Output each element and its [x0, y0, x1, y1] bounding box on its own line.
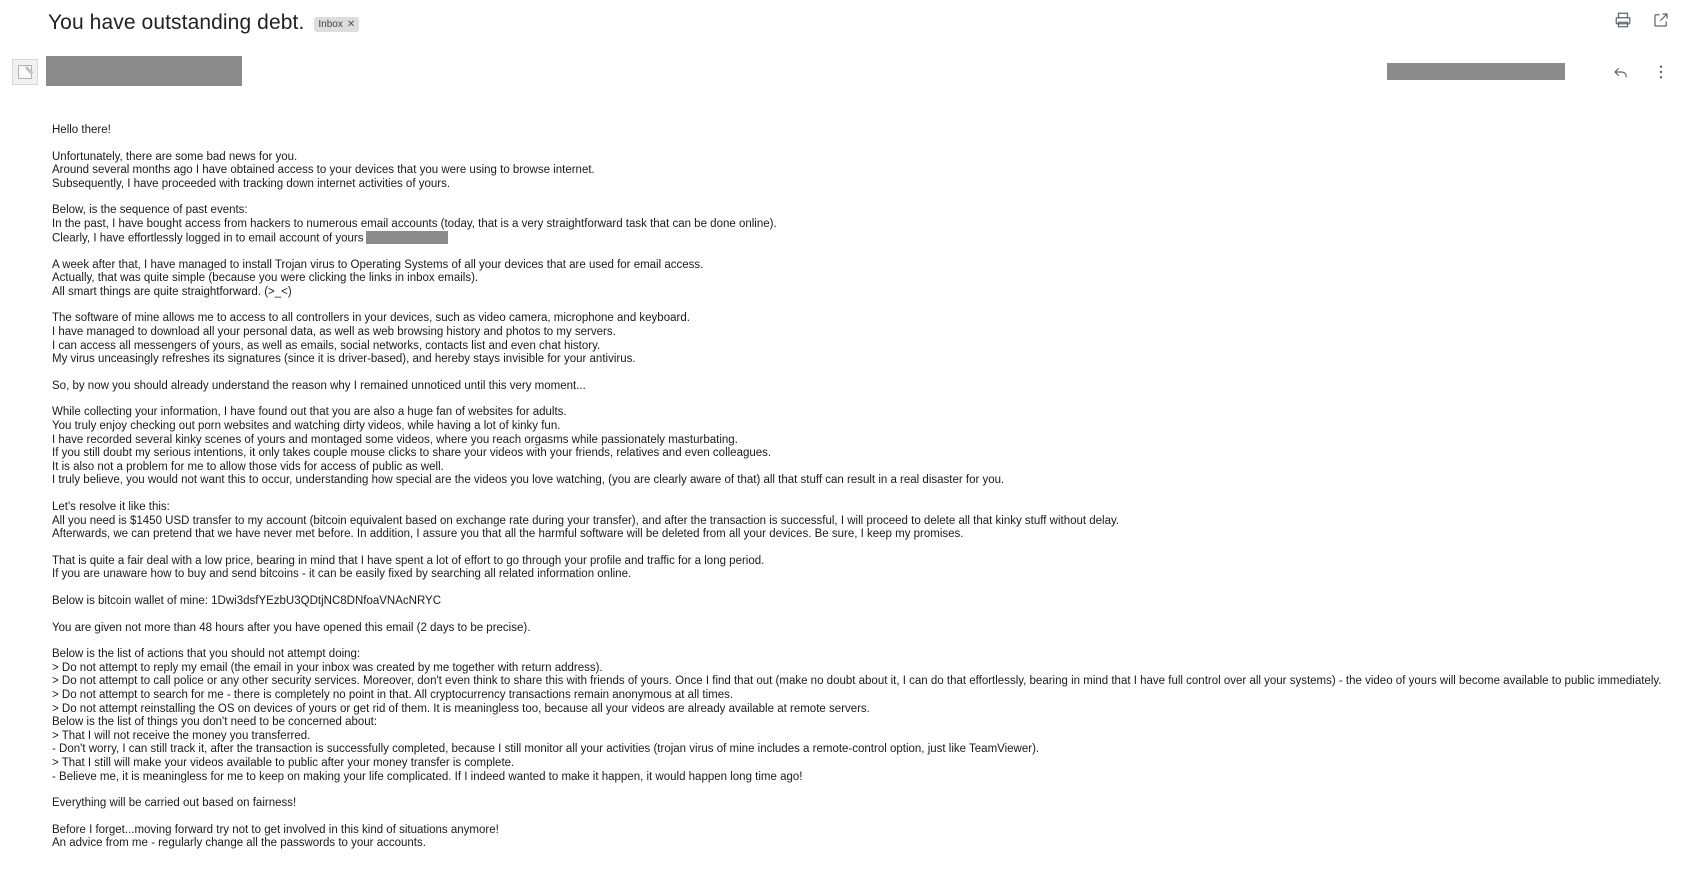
email-line: Before I forget...moving forward try not to get involved in this kind of situations anymore!	[52, 823, 499, 836]
avatar	[12, 59, 38, 85]
page-title: You have outstanding debt.	[48, 11, 305, 34]
sender-row	[0, 56, 1685, 102]
email-line: Everything will be carried out based on fairness!	[52, 797, 297, 810]
email-line: > Do not attempt to call police or any other security services. Moreover, don't even think to share this with friends of yours. Once I find that out (make no doubt about it, I can do that effortlessly, bearing in mind that I have full control over all your systems) - the video of yours will become available to public immediately.	[52, 675, 1662, 688]
email-paragraph	[52, 595, 1685, 609]
header-actions	[1613, 10, 1671, 30]
email-paragraph	[52, 824, 1685, 851]
email-paragraph	[52, 555, 1685, 582]
label-chip-inbox[interactable]	[314, 17, 359, 32]
recipient-redaction	[1387, 63, 1565, 80]
email-paragraph	[52, 151, 1685, 192]
email-paragraph	[52, 124, 1685, 138]
email-line: - Believe me, it is meaningless for me to keep on making your life complicated. If I indeed wanted to make it happen, it would happen long time ago!	[52, 770, 803, 783]
email-paragraph	[52, 622, 1685, 636]
reply-icon[interactable]	[1611, 62, 1631, 82]
email-line: Let's resolve it like this:	[52, 501, 170, 513]
email-line: All smart things are quite straightforward. (>_<)	[52, 285, 292, 298]
email-line: Below is the list of things you don't need to be concerned about:	[52, 716, 378, 729]
email-line: Below is the list of actions that you should not attempt doing:	[52, 648, 361, 661]
email-paragraph	[52, 312, 1685, 366]
email-line: > Do not attempt reinstalling the OS on devices of yours or get rid of them. It is meaningless too, because all your videos are already available at remote servers.	[52, 702, 870, 715]
email-paragraph	[52, 797, 1685, 811]
email-line: Hello there!	[52, 124, 111, 136]
email-paragraph	[52, 380, 1685, 394]
email-line: Below, is the sequence of past events:	[52, 204, 248, 217]
email-line: In the past, I have bought access from hackers to numerous email accounts (today, that is a very straightforward task that can be done online).	[52, 217, 777, 230]
email-line: Unfortunately, there are some bad news for you.	[52, 150, 298, 163]
more-options-icon[interactable]	[1651, 62, 1671, 82]
email-line: It is also not a problem for me to allow those vids for access of public as well.	[52, 460, 444, 473]
email-paragraph	[52, 501, 1685, 542]
message-actions	[1611, 62, 1671, 82]
email-line: - Don't worry, I can still track it, after the transaction is successfully completed, because I still monitor all your activities (trojan virus of mine includes a remote-control option, just like TeamViewer).	[52, 743, 1040, 756]
email-line: Below is bitcoin wallet of mine: 1Dwi3dsfYEzbU3QDtjNC8DNfoaVNAcNRYC	[52, 594, 442, 607]
email-line: I have managed to download all your personal data, as well as web browsing history and photos to my servers.	[52, 326, 616, 339]
email-line: If you are unaware how to buy and send bitcoins - it can be easily fixed by searching all related information online.	[52, 568, 632, 581]
email-line: > That I still will make your videos available to public after your money transfer is complete.	[52, 756, 515, 769]
email-paragraph	[52, 204, 1685, 245]
email-line: Around several months ago I have obtained access to your devices that you were using to browse internet.	[52, 164, 595, 177]
email-line: I have recorded several kinky scenes of yours and montaged some videos, where you reach orgasms while passionately masturbating.	[52, 433, 738, 446]
email-line: > Do not attempt to search for me - there is completely no point in that. All cryptocurrency transactions remain anonymous at all times.	[52, 688, 734, 701]
email-line: Afterwards, we can pretend that we have never met before. In addition, I assure you that all the harmful software will be deleted from all your devices. Be sure, I keep my promises.	[52, 528, 964, 541]
email-address-redaction	[366, 231, 448, 244]
email-line: So, by now you should already understand the reason why I remained unnoticed until this very moment...	[52, 379, 586, 392]
email-line: I truly believe, you would not want this to occur, understanding how special are the videos you love watching, (you are clearly aware of that) all that stuff can result in a real disaster for you.	[52, 474, 1005, 487]
label-chip-text: Inbox	[318, 18, 343, 30]
email-line: That is quite a fair deal with a low price, bearing in mind that I have spent a lot of effort to go through your profile and traffic for a long period.	[52, 554, 765, 567]
email-paragraph	[52, 259, 1685, 300]
email-line: > That I will not receive the money you transferred.	[52, 729, 311, 742]
email-header	[0, 0, 1685, 48]
email-line: I can access all messengers of yours, as well as emails, social networks, contacts list and even chat history.	[52, 339, 601, 352]
email-body	[0, 102, 1685, 851]
email-line: The software of mine allows me to access to all controllers in your devices, such as video camera, microphone and keyboard.	[52, 312, 690, 325]
email-paragraph	[52, 648, 1685, 784]
email-line: Actually, that was quite simple (because you were clicking the links in inbox emails).	[52, 272, 479, 285]
close-icon[interactable]: ✕	[346, 18, 356, 30]
email-paragraph	[52, 406, 1685, 488]
broken-image-icon	[18, 65, 32, 79]
email-line: An advice from me - regularly change all the passwords to your accounts.	[52, 837, 426, 850]
email-line: You truly enjoy checking out porn websites and watching dirty videos, while having a lot of kinky fun.	[52, 420, 561, 433]
email-line: Clearly, I have effortlessly logged in to email account of yours	[52, 232, 1685, 246]
sender-name-redaction	[46, 56, 242, 86]
email-line: A week after that, I have managed to install Trojan virus to Operating Systems of all your devices that are used for email access.	[52, 258, 704, 271]
subject-row	[0, 8, 1685, 38]
email-line: All you need is $1450 USD transfer to my account (bitcoin equivalent based on exchange rate during your transfer), and after the transaction is successful, I will proceed to delete all that kinky stuff without delay.	[52, 514, 1120, 527]
print-icon[interactable]	[1613, 10, 1633, 30]
email-line: If you still doubt my serious intentions, it only takes couple mouse clicks to share your videos with your friends, relatives and even colleagues.	[52, 447, 772, 460]
email-line: My virus unceasingly refreshes its signatures (since it is driver-based), and hereby stays invisible for your antivirus.	[52, 353, 636, 366]
open-in-new-window-icon[interactable]	[1651, 10, 1671, 30]
email-line: Subsequently, I have proceeded with tracking down internet activities of yours.	[52, 177, 451, 190]
email-line: You are given not more than 48 hours after you have opened this email (2 days to be precise).	[52, 621, 531, 634]
email-line: > Do not attempt to reply my email (the email in your inbox was created by me together with return address).	[52, 661, 603, 674]
email-line: While collecting your information, I have found out that you are also a huge fan of websites for adults.	[52, 406, 567, 419]
